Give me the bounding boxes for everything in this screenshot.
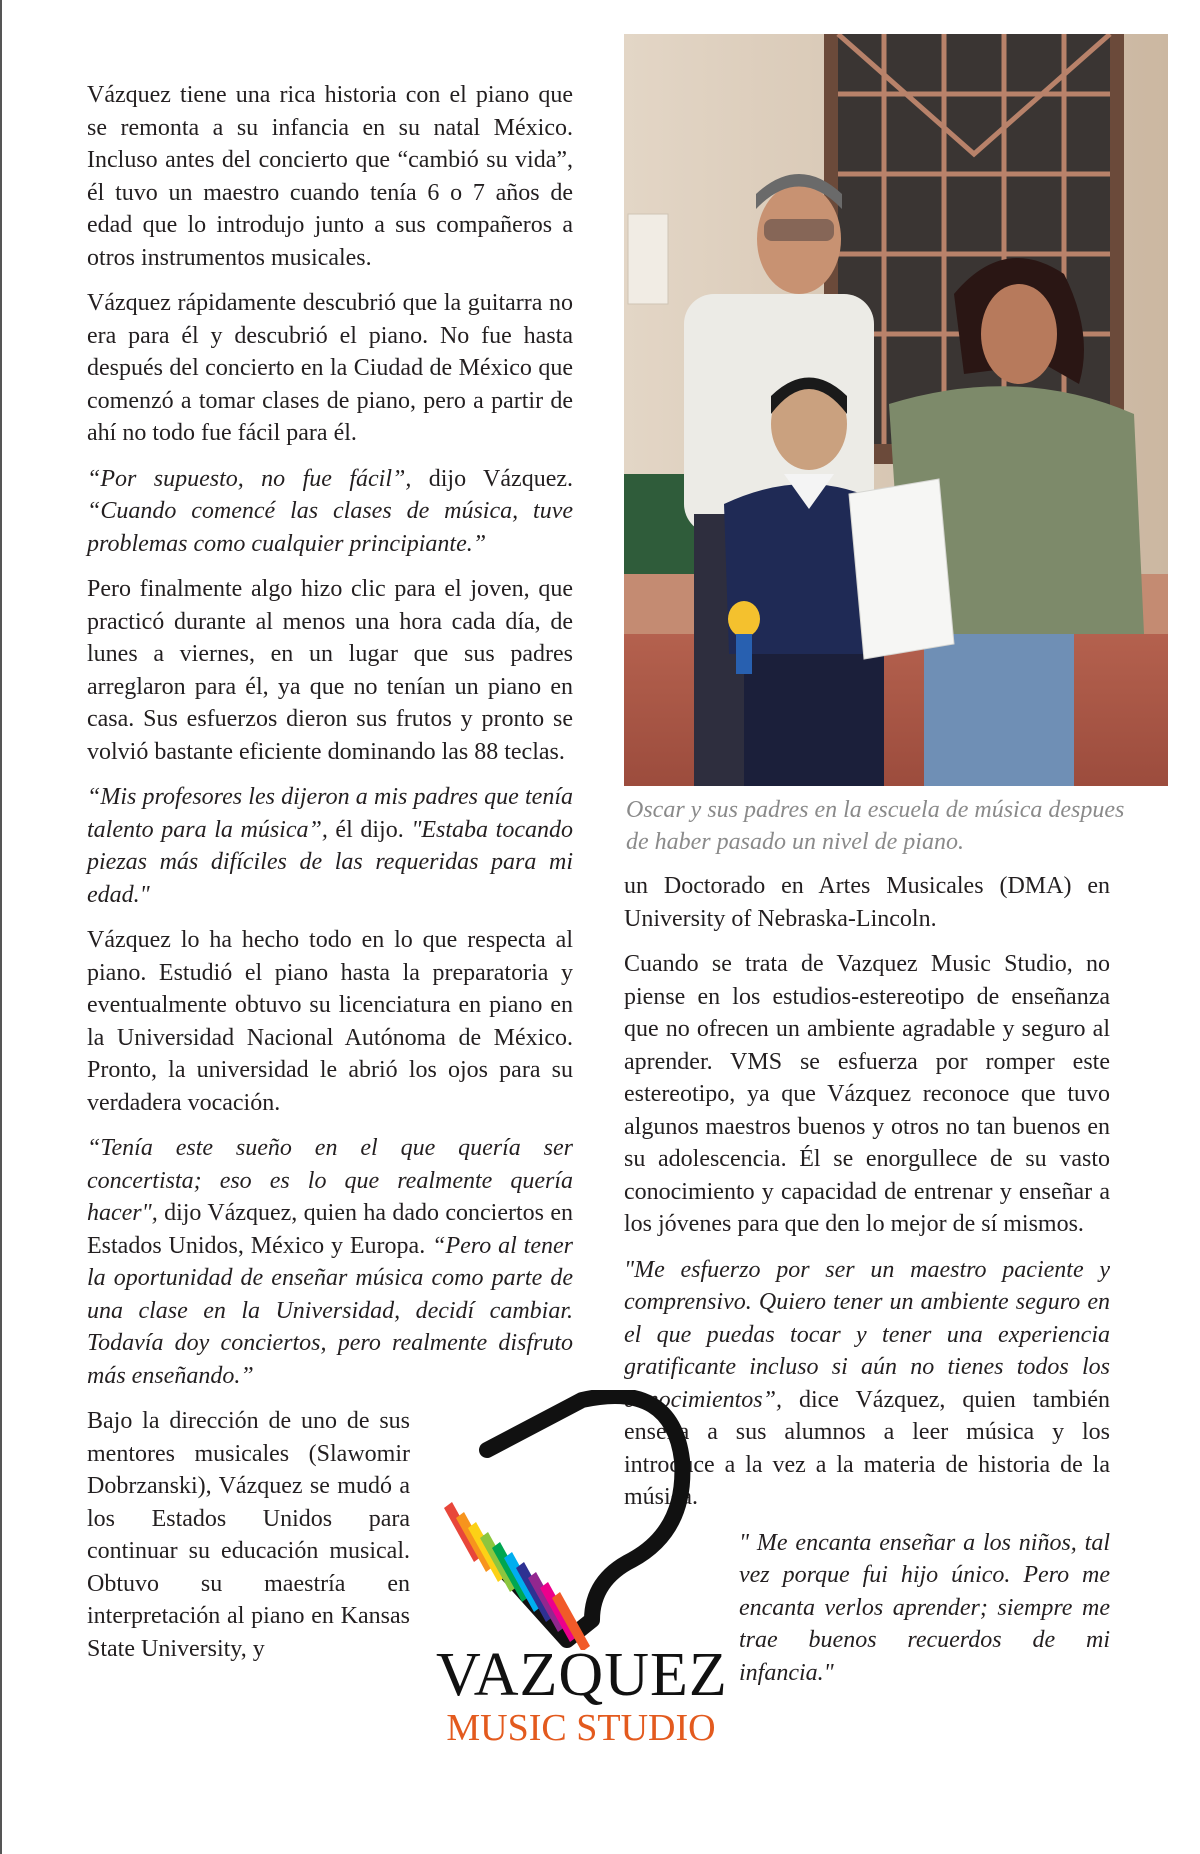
logo-name-line1: VAZQUEZ [436,1641,728,1709]
attribution-text: él dijo. [327,816,412,843]
attribution-text: dijo Vázquez. [411,465,573,492]
attribution-text: dijo Vázquez, quien ha dado conciertos en Estados Unidos, México y Europa. [87,1200,573,1259]
quote-text: “Por supuesto, no fue fácil”, [87,465,412,492]
paragraph-childhood: Vázquez tiene una rica historia con el piano que se remonta a su infancia en su natal México. Incluso antes del concierto que “cambió su vida”, él tuvo un maestro cuando tenía 6 o 7 años de edad que lo introdujo junto a sus compañeros a otros instrumentos musicales. [87,82,573,271]
family-photo [624,34,1168,786]
paragraph-education: Vázquez lo ha hecho todo en lo que respecta al piano. Estudió el piano hasta la preparatoria y eventualmente obtuvo su licenciatura en piano en la Universidad Nacional Autónoma de México. Pronto, la universidad le abrió los ojos para su verdadera vocación. [87,927,573,1116]
paragraph-dream-quote [87,1132,573,1392]
paragraph-talent-quote [87,781,573,911]
quote-text: “Mis profesores les dijeron a mis padres que tenía talento para la música”, [87,784,573,843]
paragraph-moved-to-us: Bajo la dirección de uno de sus mentores musicales (Slawomir Dobrzanski), Vázquez se mudó a los Estados Unidos para continuar su educación musical. Obtuvo su maestría en interpretación al piano en Kansas State University, y [87,1408,410,1662]
quote-text: "Estaba tocando piezas más difíciles de las requeridas para mi edad." [87,816,573,908]
page-edge-line [0,0,2,1854]
paragraph-vms-stereotype: Cuando se trata de Vazquez Music Studio, no piense en los estudios-estereotipo de enseñanza que no ofrecen un ambiente agradable y seguro al aprender. VMS se esfuerza por romper este estereotipo, ya que Vázquez reconoce que tuvo algunos maestros buenos y otros no tan buenos en su adolescencia. Él se enorgullece de su vasto conocimiento y capacidad de entrenar y enseñar a los jóvenes para que den lo mejor de sí mismos. [624,951,1110,1237]
paragraph-practice: Pero finalmente algo hizo clic para el joven, que practicó durante al menos una hora cada día, de lunes a viernes, en un lugar que sus padres arreglaron para él, ya que no tenían un piano en casa. Sus esfuerzos dieron sus frutos y pronto se volvió bastante eficiente dominando las 88 teclas. [87,576,573,765]
quote-text: “Pero al tener la oportunidad de enseñar música como parte de una clase en la Universidad, decidí cambiar. Todavía doy conciertos, pero realmente disfruto más enseñando.” [87,1232,573,1389]
paragraph-discovered-piano: Vázquez rápidamente descubrió que la guitarra no era para él y descubrió el piano. No fue hasta después del concierto en la Ciudad de México que comenzó a tomar clases de piano, pero a partir de ahí no todo fue fácil para él. [87,290,573,446]
logo-name-line2: MUSIC STUDIO [446,1707,716,1749]
attribution-text: dice Vázquez, quien también enseña a sus alumnos a leer música y los introduce a la vez a la materia de historia de la música. [624,1386,1110,1510]
family-photo-illustration [624,34,1168,786]
grand-piano-icon [432,1390,717,1650]
photo-caption: Oscar y sus padres en la escuela de música despues de haber pasado un nivel de piano. [626,797,1125,855]
quote-text: "Me esfuerzo por ser un maestro paciente y comprensivo. Quiero tener un ambiente seguro en el que puedas tocar y tener una experiencia gratificante incluso si aún no tienes todos los conocimientos”, [624,1256,1110,1413]
quote-text: “Cuando comencé las clases de música, tuve problemas como cualquier principiante.” [87,498,573,557]
paragraph-love-teaching-quote: " Me encanta enseñar a los niños, tal vez porque fui hijo único. Pero me encanta verlos aprender; siempre me trae buenos recuerdos de mi infancia." [739,1529,1110,1686]
paragraph-doctorate: un Doctorado en Artes Musicales (DMA) en University of Nebraska-Lincoln. [624,873,1110,932]
quote-text: “Tenía este sueño en el que quería ser concertista; eso es lo que realmente quería hacer", [87,1135,573,1226]
paragraph-not-easy-quote [87,463,573,561]
